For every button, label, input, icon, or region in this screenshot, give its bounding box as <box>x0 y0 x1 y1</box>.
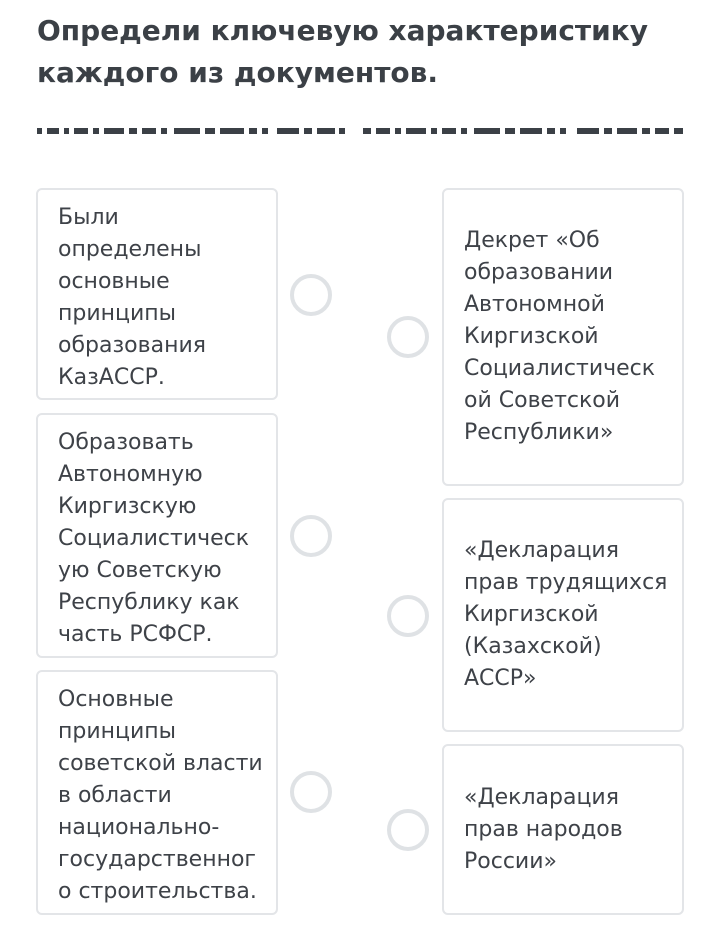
left-item-1[interactable] <box>36 188 278 400</box>
right-item-3-radio[interactable] <box>387 809 429 851</box>
left-item-3-radio[interactable] <box>290 771 332 813</box>
right-item-3-label: «Декларация прав народов России» <box>464 784 623 874</box>
left-item-2-label: Образовать Автономную Киргизскую Социалистическ ую Советскую Республику как часть РСФСР. <box>58 430 250 647</box>
right-item-2[interactable] <box>442 498 684 732</box>
left-item-1-radio[interactable] <box>290 274 332 316</box>
right-item-2-radio[interactable] <box>387 595 429 637</box>
left-item-2-radio[interactable] <box>290 515 332 557</box>
right-item-3[interactable] <box>442 744 684 915</box>
right-item-1-label: Декрет «Об образовании Автономной Киргизской Социалистическ ой Советской Республики» <box>464 228 656 445</box>
question-title: Определи ключевую характеристику каждого из документов. <box>37 14 649 89</box>
scrambled-text-divider <box>37 127 683 135</box>
right-item-1-radio[interactable] <box>387 316 429 358</box>
right-item-2-label: «Декларация прав трудящихся Киргизской (Казахской) АССР» <box>464 538 668 691</box>
left-item-1-label: Были определены основные принципы образования КазАССР. <box>58 205 206 390</box>
left-item-3-label: Основные принципы советской власти в области национально- государственног о строительства. <box>58 687 263 904</box>
left-item-2[interactable] <box>36 413 278 658</box>
left-item-3[interactable] <box>36 670 278 915</box>
right-item-1[interactable] <box>442 188 684 486</box>
